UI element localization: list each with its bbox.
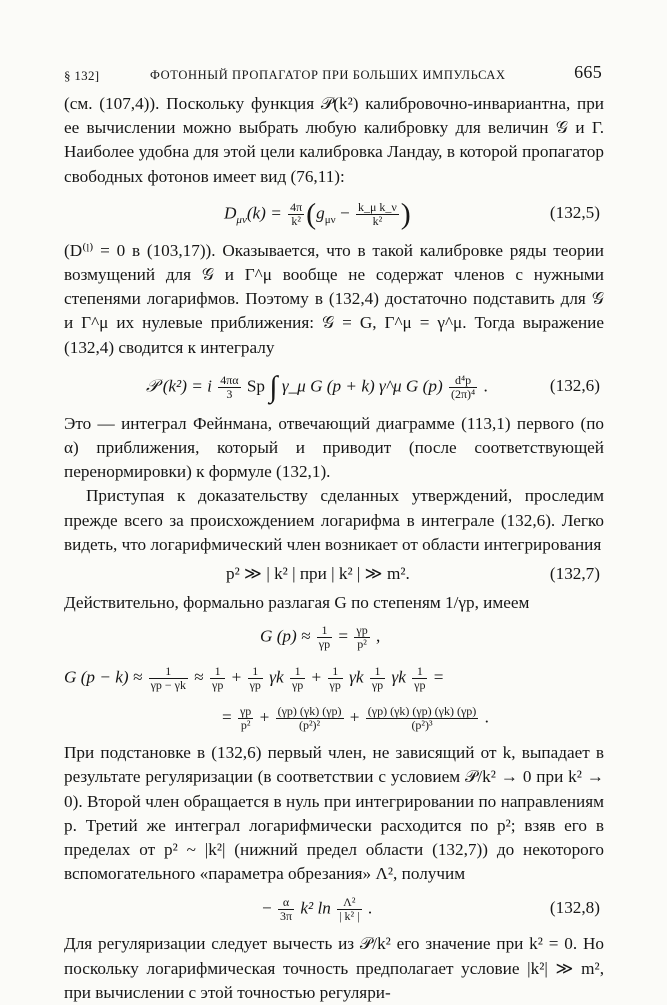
equation-132-7-formula: p² ≫ | k² | при | k² | ≫ m². [226, 564, 410, 584]
equation-number: (132,6) [549, 375, 600, 395]
paragraph-4: Приступая к доказательству сделанных утверждений, проследим прежде всего за происхождением логарифма в интеграле (132,6). Легко видеть, что логарифмический член возникает от области интегрирования [64, 486, 604, 554]
expansion-line-2: G (p − k) ≈ $\frac{1}{\gamma p - \gamma k}$ ≈ $\frac{1}{\gamma p}$ + $\frac{1}{\gamma p}$ γk $\frac{1}{\gamma p}$ + $\frac{1}{\gamma p}$ γk $\frac{1}{\gamma p}$ γk $\frac{1}{\gamma p}$ = [64, 664, 444, 693]
running-title: ФОТОННЫЙ ПРОПАГАТОР ПРИ БОЛЬШИХ ИМПУЛЬСАХ [150, 68, 506, 82]
expansion-line-1: G (p) ≈ $\frac{1}{\gamma p}$ = $\frac{\gamma p}{\text{p²}}$ , [260, 623, 381, 652]
expansion-line-3: = $\frac{\gamma p}{\text{p²}}$ + $\frac{(\gamma p) (\gamma k) (\gamma p)}{\text{(p²)²}}$ + $\frac{(\gamma p) (\gamma k) (\gamma p) (\gamma k) (\gamma p)}{\text{(p²)³}}$ . [222, 704, 489, 733]
equation-132-5-formula: $D_{\mu\nu}(k)$ = $\frac{4\pi}{\text{k²}}$ ($g_{\mu\nu}$ − $\frac{\text{k\_μ k\_ν}}{\text{k²}}$ ) [224, 197, 411, 231]
equation-132-7 [64, 557, 604, 591]
equation-132-5 [64, 189, 604, 239]
page-number: 665 [574, 62, 602, 82]
section-ref: § 132] [64, 68, 100, 83]
paragraph-5: Действительно, формально разлагая G по степеням 1/γp, имеем [64, 593, 530, 613]
equation-132-8 [64, 886, 604, 932]
paragraph-2: (D⁽ˡ⁾ = 0 в (103,17)). Оказывается, что в такой калибровке ряды теории возмущений для 𝒢 и Γ^μ вообще не содержат членов с нужными степенями логарифмов. Поэтому в (132,4) достаточно подставить для 𝒢 и Γ^μ их нулевые приближения: 𝒢 = G, Γ^μ = γ^μ. Тогда выражение (132,4) сводится к интегралу [64, 240, 604, 357]
page [64, 62, 604, 1005]
equation-132-8-formula: − $\frac{\alpha}{3\pi}$ k² ln $\frac{\text{Λ²}}{\text{| k² |}}$ . [262, 895, 373, 924]
equation-number: (132,7) [549, 564, 600, 584]
equation-132-6-formula: 𝒫 (k²) = i $\frac{4\pi\alpha}{3}$ Sp ∫ γ_μ G (p + k) γ^μ G (p) $\frac{\text{d⁴p}}{\text{(2π)⁴}}$ . [146, 370, 488, 404]
equation-number: (132,5) [549, 202, 600, 222]
paragraph-1: (см. (107,4)). Поскольку функция 𝒫(k²) калибровочно-инвариантна, при ее вычислении можно выбрать любую калибровку для величин 𝒢 и Γ. Наиболее удобна для этой цели калибровка Ландау, в которой пропагатор свободных фотонов имеет вид (76,11): [64, 94, 604, 186]
paragraph-7: Для регуляризации следует вычесть из 𝒫/k² его значение при k² = 0. Но поскольку логарифмическая точность предполагает условие |k²| ≫ m², при вычислении с этой точностью регуляри- [64, 934, 604, 1002]
running-header [64, 62, 604, 92]
paragraph-3: Это — интеграл Фейнмана, отвечающий диаграмме (113,1) первого (по α) приближения, который и приводит (после соответствующей перенормировки) к формуле (132,1). [64, 413, 604, 482]
paragraph-6: При подстановке в (132,6) первый член, не зависящий от k, выпадает в результате регуляризации (в соответствии с условием 𝒫/k² → 0 при k² → 0). Второй член обращается в нуль при интегрировании по направлениям p. Третий же интеграл логарифмически расходится по p²; взяв его в пределах от p² ~ |k²| (нижний предел области (132,7)) до некоторого вспомогательного «параметра обрезания» Λ², получим [64, 743, 604, 884]
equation-132-6 [64, 360, 604, 412]
equation-number: (132,8) [549, 898, 600, 918]
